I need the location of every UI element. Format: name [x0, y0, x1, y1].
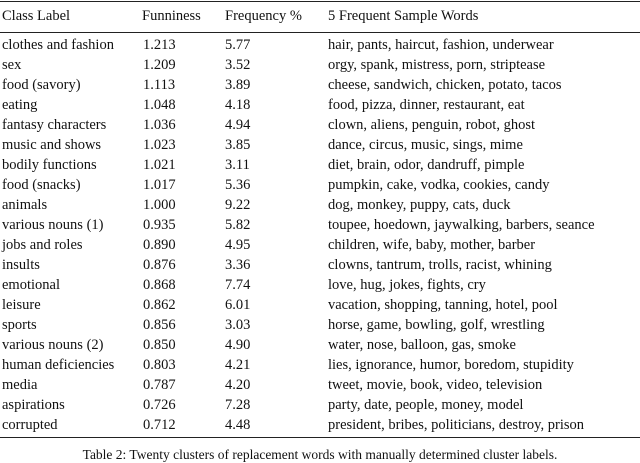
cell-frequency: 4.95: [225, 237, 251, 253]
cell-funniness: 0.935: [143, 217, 176, 233]
cell-class-label: various nouns (1): [2, 217, 104, 233]
table-row: [0, 295, 640, 315]
cell-class-label: music and shows: [2, 137, 102, 153]
table-row: [0, 415, 640, 435]
cell-sample-words: president, bribes, politicians, destroy, prison: [328, 417, 584, 433]
table-row: [0, 75, 640, 95]
cell-class-label: eating: [2, 97, 38, 113]
table-header-row: [0, 6, 640, 26]
cell-sample-words: party, date, people, money, model: [328, 397, 524, 413]
header-frequency: Frequency %: [225, 8, 302, 24]
cell-class-label: food (snacks): [2, 177, 81, 193]
cell-class-label: animals: [2, 197, 48, 213]
cell-funniness: 1.213: [143, 37, 176, 53]
cell-frequency: 6.01: [225, 297, 251, 313]
cell-funniness: 1.023: [143, 137, 176, 153]
table-row: [0, 335, 640, 355]
cell-class-label: human deficiencies: [2, 357, 115, 373]
cell-frequency: 5.77: [225, 37, 251, 53]
cell-frequency: 4.90: [225, 337, 251, 353]
cell-frequency: 3.89: [225, 77, 251, 93]
header-class-label: Class Label: [2, 8, 71, 24]
cell-frequency: 7.74: [225, 277, 251, 293]
cell-frequency: 7.28: [225, 397, 251, 413]
cell-sample-words: tweet, movie, book, video, television: [328, 377, 543, 393]
cell-sample-words: clowns, tantrum, trolls, racist, whining: [328, 257, 552, 273]
table-row: [0, 315, 640, 335]
cell-class-label: various nouns (2): [2, 337, 104, 353]
cell-sample-words: toupee, hoedown, jaywalking, barbers, seance: [328, 217, 595, 233]
cell-frequency: 5.36: [225, 177, 251, 193]
cell-funniness: 0.712: [143, 417, 176, 433]
table-row: [0, 195, 640, 215]
table-row: [0, 155, 640, 175]
table-row: [0, 135, 640, 155]
table-row: [0, 275, 640, 295]
cell-class-label: corrupted: [2, 417, 58, 433]
cell-funniness: 1.209: [143, 57, 176, 73]
cell-frequency: 4.94: [225, 117, 251, 133]
cell-funniness: 1.021: [143, 157, 176, 173]
cell-class-label: leisure: [2, 297, 41, 313]
cell-sample-words: diet, brain, odor, dandruff, pimple: [328, 157, 525, 173]
cell-frequency: 5.82: [225, 217, 251, 233]
cell-funniness: 0.856: [143, 317, 176, 333]
cell-funniness: 1.048: [143, 97, 176, 113]
cell-frequency: 4.21: [225, 357, 251, 373]
cell-class-label: food (savory): [2, 77, 81, 93]
cell-sample-words: water, nose, balloon, gas, smoke: [328, 337, 516, 353]
cell-sample-words: dog, monkey, puppy, cats, duck: [328, 197, 511, 213]
cell-funniness: 1.036: [143, 117, 176, 133]
cell-sample-words: clown, aliens, penguin, robot, ghost: [328, 117, 536, 133]
cell-frequency: 3.52: [225, 57, 251, 73]
cell-frequency: 3.85: [225, 137, 251, 153]
cell-funniness: 0.726: [143, 397, 176, 413]
header-sample-words: 5 Frequent Sample Words: [328, 8, 479, 24]
cell-sample-words: children, wife, baby, mother, barber: [328, 237, 536, 253]
table-header-rule: [0, 32, 640, 33]
table-row: [0, 215, 640, 235]
cell-frequency: 4.48: [225, 417, 251, 433]
cell-frequency: 9.22: [225, 197, 251, 213]
cell-frequency: 3.11: [225, 157, 250, 173]
table-caption: Table 2: Twenty clusters of replacement words with manually determined cluster labels.: [82, 447, 558, 462]
table-bottom-rule: [0, 437, 640, 438]
table-row: [0, 95, 640, 115]
table-row: [0, 175, 640, 195]
header-funniness: Funniness: [142, 8, 201, 24]
cell-class-label: media: [2, 377, 38, 393]
cell-sample-words: lies, ignorance, humor, boredom, stupidity: [328, 357, 574, 373]
cell-funniness: 0.890: [143, 237, 176, 253]
table-row: [0, 395, 640, 415]
cell-funniness: 1.017: [143, 177, 176, 193]
cell-class-label: fantasy characters: [2, 117, 107, 133]
cell-funniness: 0.876: [143, 257, 176, 273]
cell-frequency: 4.18: [225, 97, 251, 113]
cell-sample-words: pumpkin, cake, vodka, cookies, candy: [328, 177, 550, 193]
cell-frequency: 3.03: [225, 317, 251, 333]
cell-funniness: 1.113: [143, 77, 176, 93]
cell-sample-words: vacation, shopping, tanning, hotel, pool: [328, 297, 558, 313]
cell-funniness: 1.000: [143, 197, 176, 213]
cell-sample-words: cheese, sandwich, chicken, potato, tacos: [328, 77, 562, 93]
cell-funniness: 0.850: [143, 337, 176, 353]
cell-class-label: sports: [2, 317, 37, 333]
cell-frequency: 3.36: [225, 257, 251, 273]
table-row: [0, 255, 640, 275]
cell-class-label: aspirations: [2, 397, 65, 413]
cell-frequency: 4.20: [225, 377, 251, 393]
cell-class-label: insults: [2, 257, 40, 273]
table-row: [0, 115, 640, 135]
cell-class-label: sex: [2, 57, 22, 73]
cell-class-label: clothes and fashion: [2, 37, 114, 53]
cell-sample-words: dance, circus, music, sings, mime: [328, 137, 523, 153]
cell-funniness: 0.862: [143, 297, 176, 313]
table-row: [0, 235, 640, 255]
cell-funniness: 0.787: [143, 377, 176, 393]
table-top-rule: [0, 1, 640, 2]
cell-sample-words: horse, game, bowling, golf, wrestling: [328, 317, 545, 333]
table-row: [0, 35, 640, 55]
table-row: [0, 375, 640, 395]
cell-funniness: 0.868: [143, 277, 176, 293]
cell-sample-words: hair, pants, haircut, fashion, underwear: [328, 37, 554, 53]
cell-funniness: 0.803: [143, 357, 176, 373]
cell-class-label: emotional: [2, 277, 60, 293]
cell-class-label: bodily functions: [2, 157, 97, 173]
cell-class-label: jobs and roles: [2, 237, 83, 253]
cell-sample-words: orgy, spank, mistress, porn, striptease: [328, 57, 546, 73]
table-row: [0, 355, 640, 375]
cell-sample-words: love, hug, jokes, fights, cry: [328, 277, 486, 293]
cell-sample-words: food, pizza, dinner, restaurant, eat: [328, 97, 525, 113]
table-row: [0, 55, 640, 75]
